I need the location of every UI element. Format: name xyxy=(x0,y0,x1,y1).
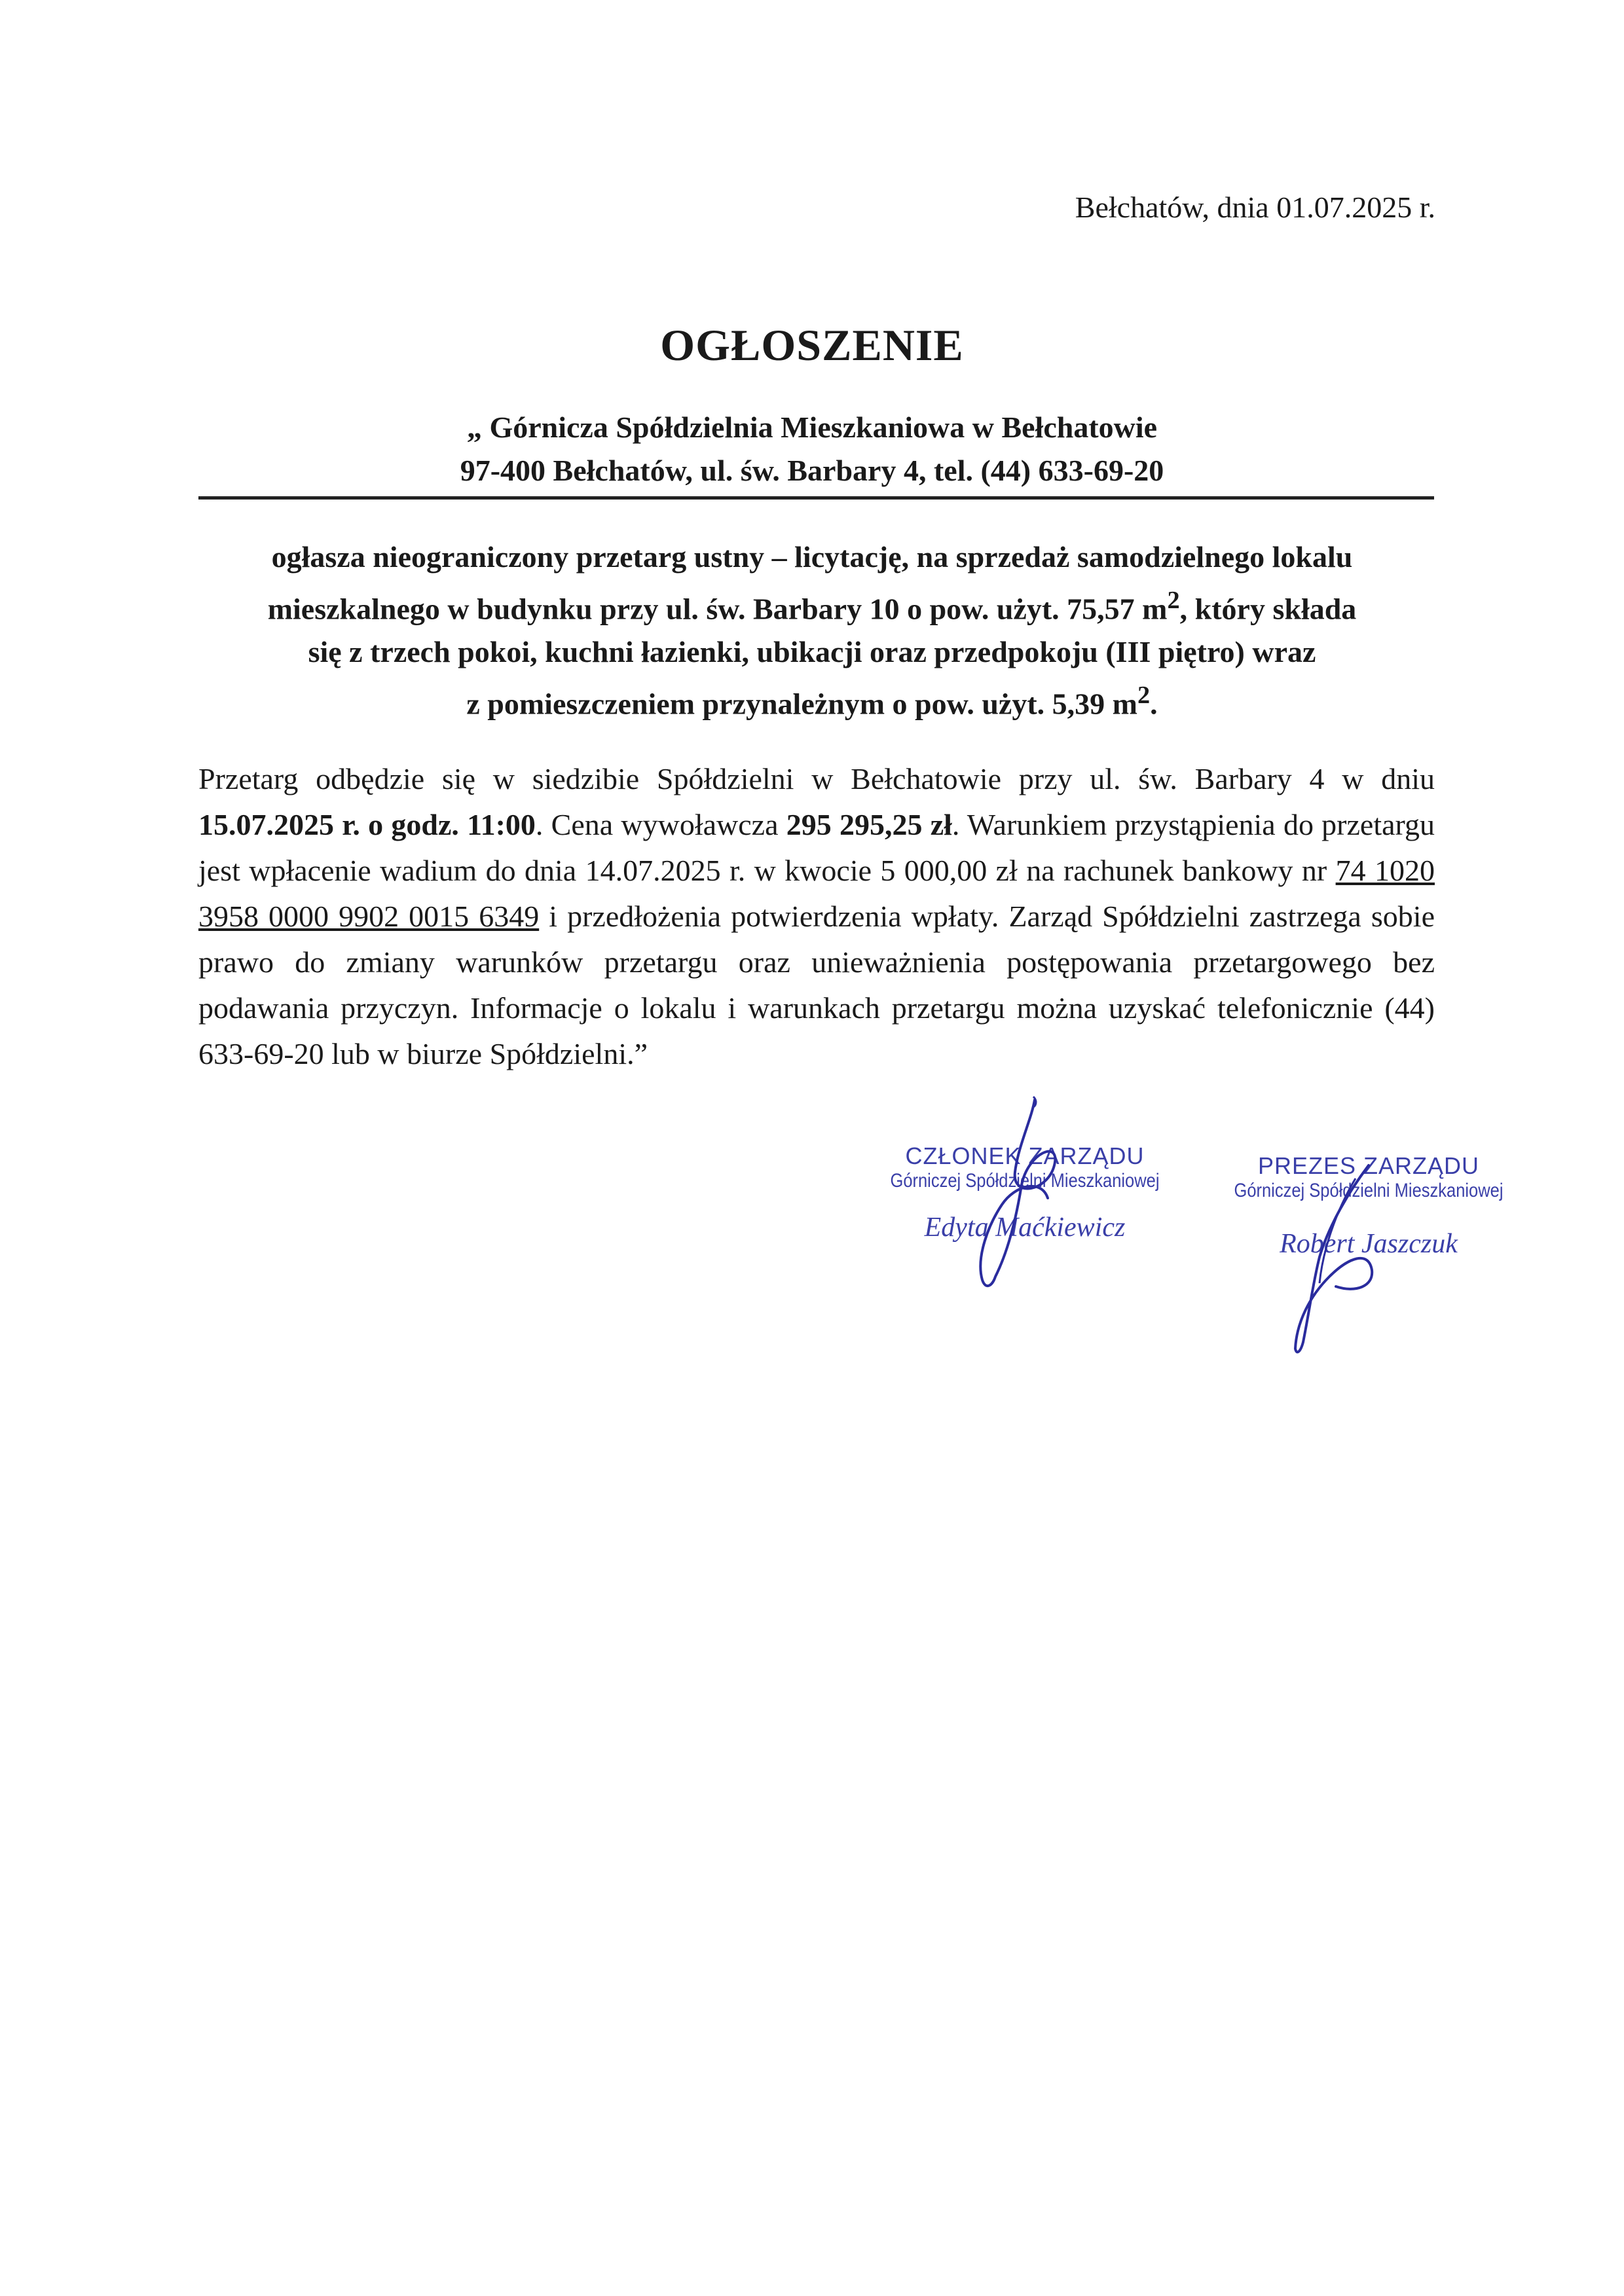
place-date: Bełchatów, dnia 01.07.2025 r. xyxy=(1075,191,1435,224)
announcement-lead xyxy=(196,536,1428,726)
stamp-organization: Górniczej Spółdzielni Mieszkaniowej xyxy=(890,1170,1160,1192)
stamp-name: Robert Jaszczuk xyxy=(1280,1229,1458,1259)
signature-stamp-member xyxy=(864,1142,1185,1243)
stamp-organization: Górniczej Spółdzielni Mieszkaniowej xyxy=(1234,1180,1504,1201)
auction-date: 15.07.2025 r. o godz. 11:00 xyxy=(198,808,536,841)
announcement-body: Przetarg odbędzie się w siedzibie Spółdzielni w Bełchatowie przy ul. św. Barbary 4 w dniu 15.07.2025 r. o godz. 11:00. Cena wywoławcza 295 295,25 zł. Warunkiem przystąpienia do przetargu jest wpłacenie wadium do dnia 14.07.2025 r. w kwocie 5 000,00 zł na rachunek bankowy nr 74 1020 3958 0000 9902 0015 6349 i przedłożenia potwierdzenia wpłaty. Zarząd Spółdzielni zastrzega sobie prawo do zmiany warunków przetargu oraz unieważnienia postępowania przetargowego bez podawania przyczyn. Informacje o lokalu i warunkach przetargu można uzyskać telefonicznie (44) 633-69-20 lub w biurze Spółdzielni.” xyxy=(198,762,1435,1070)
organization-name: „ Górnicza Spółdzielnia Mieszkaniowa w Bełchatowie xyxy=(466,410,1158,444)
stamp-role: PREZES ZARZĄDU xyxy=(1257,1152,1480,1179)
bank-account-number: 74 1020 3958 0000 9902 0015 6349 xyxy=(198,854,1435,933)
organization-header xyxy=(0,406,1624,492)
lead-line-4: z pomieszczeniem przynależnym o pow. użyt. 5,39 $m^2$. xyxy=(466,682,1158,721)
lead-line-2: mieszkalnego w budynku przy ul. św. Barbary 10 o pow. użyt. 75,57 $m^2$, który składa xyxy=(267,587,1357,626)
header-divider xyxy=(198,496,1434,500)
stamp-name: Edyta Maćkiewicz xyxy=(924,1212,1126,1243)
stamp-role: CZŁONEK ZARZĄDU xyxy=(905,1142,1145,1169)
lead-line-1: ogłasza nieograniczony przetarg ustny – licytację, na sprzedaż samodzielnego lokalu xyxy=(271,540,1353,574)
signature-stamp-president xyxy=(1185,1152,1552,1260)
organization-address: 97-400 Bełchatów, ul. św. Barbary 4, tel. (44) 633-69-20 xyxy=(460,454,1164,487)
starting-price: 295 295,25 zł xyxy=(786,808,952,841)
page-title: OGŁOSZENIE xyxy=(660,320,964,370)
lead-line-3: się z trzech pokoi, kuchni łazienki, ubikacji oraz przedpokoju (III piętro) wraz xyxy=(308,635,1316,669)
